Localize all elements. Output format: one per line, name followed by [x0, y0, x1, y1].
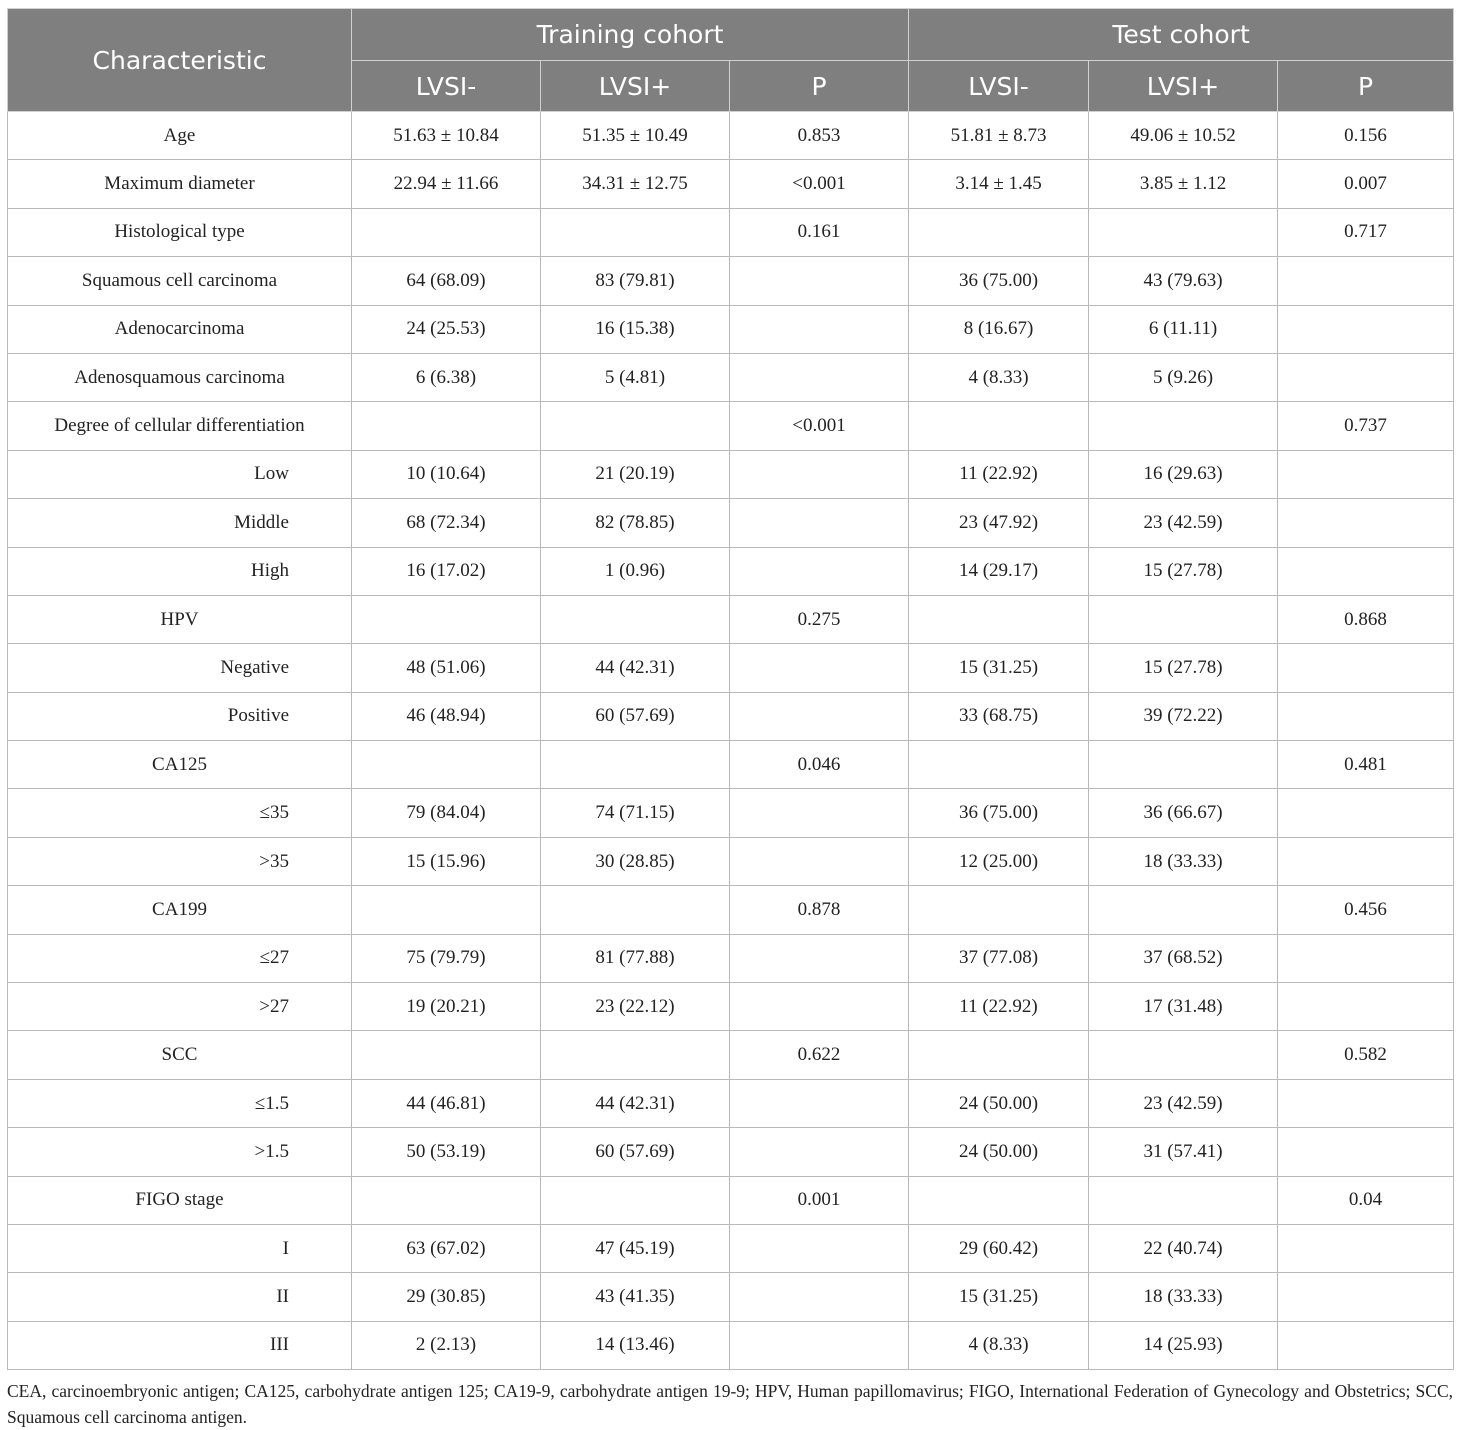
table-cell: 37 (68.52) [1089, 934, 1278, 982]
table-cell: 6 (6.38) [352, 353, 541, 401]
table-cell: 60 (57.69) [541, 692, 730, 740]
table-cell [541, 402, 730, 450]
table-cell [1278, 499, 1454, 547]
table-cell: 30 (28.85) [541, 837, 730, 885]
table-cell [541, 886, 730, 934]
table-cell: 23 (22.12) [541, 983, 730, 1031]
row-label: II [8, 1273, 352, 1321]
table-cell: 33 (68.75) [909, 692, 1089, 740]
table-cell: <0.001 [730, 402, 909, 450]
table-footnote: CEA, carcinoembryonic antigen; CA125, carbohydrate antigen 125; CA19-9, carbohydrate antigen 19-9; HPV, Human papillomavirus; FIGO, International Federation of Gynecology and Obstetrics; SCC, Squamous cell carcinoma antigen. [7, 1381, 1453, 1427]
table-cell: 60 (57.69) [541, 1128, 730, 1176]
table-row [8, 837, 1454, 885]
characteristics-table [7, 8, 1454, 1370]
table-cell [1278, 789, 1454, 837]
table-cell [541, 595, 730, 643]
row-label: Positive [8, 692, 352, 740]
table-cell: 36 (66.67) [1089, 789, 1278, 837]
table-cell [1278, 547, 1454, 595]
row-label: ≤1.5 [8, 1079, 352, 1127]
table-cell [1089, 1031, 1278, 1079]
table-cell: 64 (68.09) [352, 257, 541, 305]
table-cell [352, 208, 541, 256]
table-cell: 0.456 [1278, 886, 1454, 934]
table-cell: 24 (50.00) [909, 1079, 1089, 1127]
table-cell [352, 886, 541, 934]
header-test-lvsi-neg: LVSI- [909, 61, 1089, 112]
table-cell: 0.156 [1278, 112, 1454, 160]
table-cell: 29 (30.85) [352, 1273, 541, 1321]
table-cell: 18 (33.33) [1089, 837, 1278, 885]
table-row [8, 1321, 1454, 1369]
table-cell: 83 (79.81) [541, 257, 730, 305]
table-row [8, 353, 1454, 401]
header-characteristic: Characteristic [8, 9, 352, 112]
table-cell: 11 (22.92) [909, 450, 1089, 498]
table-cell: 23 (47.92) [909, 499, 1089, 547]
table-cell [1089, 741, 1278, 789]
table-cell: 23 (42.59) [1089, 1079, 1278, 1127]
table-cell: 14 (13.46) [541, 1321, 730, 1369]
table-cell: 44 (42.31) [541, 1079, 730, 1127]
row-label: Age [8, 112, 352, 160]
table-cell: 79 (84.04) [352, 789, 541, 837]
row-label: >35 [8, 837, 352, 885]
header-training-lvsi-pos: LVSI+ [541, 61, 730, 112]
table-row [8, 1079, 1454, 1127]
table-cell [1278, 305, 1454, 353]
row-label: III [8, 1321, 352, 1369]
table-cell: 10 (10.64) [352, 450, 541, 498]
table-cell: 15 (31.25) [909, 644, 1089, 692]
row-label: HPV [8, 595, 352, 643]
table-row [8, 450, 1454, 498]
table-cell [730, 934, 909, 982]
table-cell: 12 (25.00) [909, 837, 1089, 885]
table-row [8, 208, 1454, 256]
table-cell: 0.737 [1278, 402, 1454, 450]
table-row [8, 1273, 1454, 1321]
table-cell: 22 (40.74) [1089, 1224, 1278, 1272]
row-label: >1.5 [8, 1128, 352, 1176]
table-cell: 5 (4.81) [541, 353, 730, 401]
row-label: CA125 [8, 741, 352, 789]
row-label: Adenosquamous carcinoma [8, 353, 352, 401]
table-cell [1089, 1176, 1278, 1224]
row-label: FIGO stage [8, 1176, 352, 1224]
table-cell [730, 983, 909, 1031]
table-cell: 19 (20.21) [352, 983, 541, 1031]
table-cell [1278, 1079, 1454, 1127]
table-cell: 0.481 [1278, 741, 1454, 789]
table-cell [909, 741, 1089, 789]
table-row [8, 983, 1454, 1031]
table-cell [730, 1321, 909, 1369]
row-label: High [8, 547, 352, 595]
row-label: Histological type [8, 208, 352, 256]
table-cell [730, 450, 909, 498]
table-cell: 14 (29.17) [909, 547, 1089, 595]
table-cell: 22.94 ± 11.66 [352, 160, 541, 208]
table-cell [1278, 1224, 1454, 1272]
row-label: CA199 [8, 886, 352, 934]
table-cell [730, 837, 909, 885]
table-header [8, 9, 1454, 112]
table-cell: 36 (75.00) [909, 789, 1089, 837]
table-cell [1278, 934, 1454, 982]
table-cell [1278, 644, 1454, 692]
table-row [8, 547, 1454, 595]
table-cell [730, 547, 909, 595]
table-cell: 75 (79.79) [352, 934, 541, 982]
table-cell [1278, 1273, 1454, 1321]
table-body [8, 112, 1454, 1370]
table-row [8, 934, 1454, 982]
table-container [7, 8, 1453, 1370]
row-label: I [8, 1224, 352, 1272]
table-cell: 0.001 [730, 1176, 909, 1224]
table-cell: 31 (57.41) [1089, 1128, 1278, 1176]
table-cell [541, 1176, 730, 1224]
table-cell: 24 (25.53) [352, 305, 541, 353]
header-training-lvsi-neg: LVSI- [352, 61, 541, 112]
table-cell [730, 353, 909, 401]
table-cell [909, 402, 1089, 450]
table-cell: 46 (48.94) [352, 692, 541, 740]
table-cell [1278, 1128, 1454, 1176]
table-cell: 15 (27.78) [1089, 547, 1278, 595]
table-cell: 18 (33.33) [1089, 1273, 1278, 1321]
table-cell: 34.31 ± 12.75 [541, 160, 730, 208]
row-label: SCC [8, 1031, 352, 1079]
row-label: Maximum diameter [8, 160, 352, 208]
table-cell [352, 1031, 541, 1079]
table-cell: 0.868 [1278, 595, 1454, 643]
table-cell [541, 1031, 730, 1079]
row-label: ≤35 [8, 789, 352, 837]
row-label: Degree of cellular differentiation [8, 402, 352, 450]
table-row [8, 1031, 1454, 1079]
table-cell: 63 (67.02) [352, 1224, 541, 1272]
table-cell [909, 1176, 1089, 1224]
table-cell: 0.622 [730, 1031, 909, 1079]
table-row [8, 692, 1454, 740]
table-cell: 16 (17.02) [352, 547, 541, 595]
table-cell [730, 1128, 909, 1176]
table-cell: 43 (79.63) [1089, 257, 1278, 305]
table-cell [1278, 257, 1454, 305]
table-cell: 47 (45.19) [541, 1224, 730, 1272]
table-row [8, 886, 1454, 934]
table-cell: 68 (72.34) [352, 499, 541, 547]
table-cell [1278, 983, 1454, 1031]
table-cell [909, 886, 1089, 934]
table-cell [541, 741, 730, 789]
table-row [8, 595, 1454, 643]
table-row [8, 789, 1454, 837]
table-cell: 21 (20.19) [541, 450, 730, 498]
table-cell [1278, 1321, 1454, 1369]
table-cell: 29 (60.42) [909, 1224, 1089, 1272]
table-row [8, 1176, 1454, 1224]
table-cell: 37 (77.08) [909, 934, 1089, 982]
table-cell: 15 (15.96) [352, 837, 541, 885]
table-cell [1278, 692, 1454, 740]
table-cell: 44 (46.81) [352, 1079, 541, 1127]
table-cell: 1 (0.96) [541, 547, 730, 595]
table-cell: 17 (31.48) [1089, 983, 1278, 1031]
table-cell: 0.878 [730, 886, 909, 934]
table-row [8, 112, 1454, 160]
table-cell: 16 (15.38) [541, 305, 730, 353]
table-cell [1278, 450, 1454, 498]
row-label: Negative [8, 644, 352, 692]
header-test-p: P [1278, 61, 1454, 112]
header-test-cohort: Test cohort [909, 9, 1454, 61]
row-label: Middle [8, 499, 352, 547]
table-cell: 0.046 [730, 741, 909, 789]
row-label: Adenocarcinoma [8, 305, 352, 353]
table-cell: 14 (25.93) [1089, 1321, 1278, 1369]
table-cell [909, 208, 1089, 256]
table-row [8, 402, 1454, 450]
table-cell: 0.853 [730, 112, 909, 160]
table-cell: 44 (42.31) [541, 644, 730, 692]
table-cell: 39 (72.22) [1089, 692, 1278, 740]
table-cell: 0.007 [1278, 160, 1454, 208]
table-cell [1278, 837, 1454, 885]
table-cell: 4 (8.33) [909, 1321, 1089, 1369]
table-cell: 0.04 [1278, 1176, 1454, 1224]
table-cell: 81 (77.88) [541, 934, 730, 982]
table-row [8, 1128, 1454, 1176]
table-cell [352, 1176, 541, 1224]
table-cell [541, 208, 730, 256]
table-cell: 36 (75.00) [909, 257, 1089, 305]
table-cell: 51.63 ± 10.84 [352, 112, 541, 160]
table-cell: 3.85 ± 1.12 [1089, 160, 1278, 208]
table-cell: 0.161 [730, 208, 909, 256]
table-cell: 4 (8.33) [909, 353, 1089, 401]
table-cell: 0.275 [730, 595, 909, 643]
table-cell [352, 402, 541, 450]
table-cell [730, 305, 909, 353]
table-cell [909, 1031, 1089, 1079]
table-cell: 48 (51.06) [352, 644, 541, 692]
table-cell: 11 (22.92) [909, 983, 1089, 1031]
table-cell: 24 (50.00) [909, 1128, 1089, 1176]
header-training-p: P [730, 61, 909, 112]
table-cell: 3.14 ± 1.45 [909, 160, 1089, 208]
table-cell: 15 (27.78) [1089, 644, 1278, 692]
row-label: Squamous cell carcinoma [8, 257, 352, 305]
table-row [8, 257, 1454, 305]
table-cell: 0.717 [1278, 208, 1454, 256]
table-row [8, 741, 1454, 789]
table-cell: 15 (31.25) [909, 1273, 1089, 1321]
table-row [8, 160, 1454, 208]
table-cell: 51.81 ± 8.73 [909, 112, 1089, 160]
table-cell: 6 (11.11) [1089, 305, 1278, 353]
table-cell [730, 1079, 909, 1127]
header-training-cohort: Training cohort [352, 9, 909, 61]
table-cell: 50 (53.19) [352, 1128, 541, 1176]
table-cell [730, 1273, 909, 1321]
row-label: Low [8, 450, 352, 498]
header-test-lvsi-pos: LVSI+ [1089, 61, 1278, 112]
table-cell [352, 595, 541, 643]
table-row [8, 499, 1454, 547]
table-row [8, 644, 1454, 692]
table-cell [730, 789, 909, 837]
table-row [8, 305, 1454, 353]
table-cell: 23 (42.59) [1089, 499, 1278, 547]
table-cell [1089, 886, 1278, 934]
table-cell: 5 (9.26) [1089, 353, 1278, 401]
table-cell [730, 644, 909, 692]
row-label: ≤27 [8, 934, 352, 982]
table-cell [730, 499, 909, 547]
table-cell: 2 (2.13) [352, 1321, 541, 1369]
table-cell [1089, 208, 1278, 256]
table-cell: 82 (78.85) [541, 499, 730, 547]
table-cell [730, 692, 909, 740]
table-cell [1089, 402, 1278, 450]
table-cell: 16 (29.63) [1089, 450, 1278, 498]
table-cell: 74 (71.15) [541, 789, 730, 837]
table-cell [352, 741, 541, 789]
row-label: >27 [8, 983, 352, 1031]
table-cell: 49.06 ± 10.52 [1089, 112, 1278, 160]
table-cell [730, 1224, 909, 1272]
table-cell: <0.001 [730, 160, 909, 208]
table-cell: 51.35 ± 10.49 [541, 112, 730, 160]
table-cell [730, 257, 909, 305]
table-cell [909, 595, 1089, 643]
table-cell [1089, 595, 1278, 643]
table-cell: 43 (41.35) [541, 1273, 730, 1321]
table-cell: 0.582 [1278, 1031, 1454, 1079]
table-cell: 8 (16.67) [909, 305, 1089, 353]
table-row [8, 1224, 1454, 1272]
table-cell [1278, 353, 1454, 401]
